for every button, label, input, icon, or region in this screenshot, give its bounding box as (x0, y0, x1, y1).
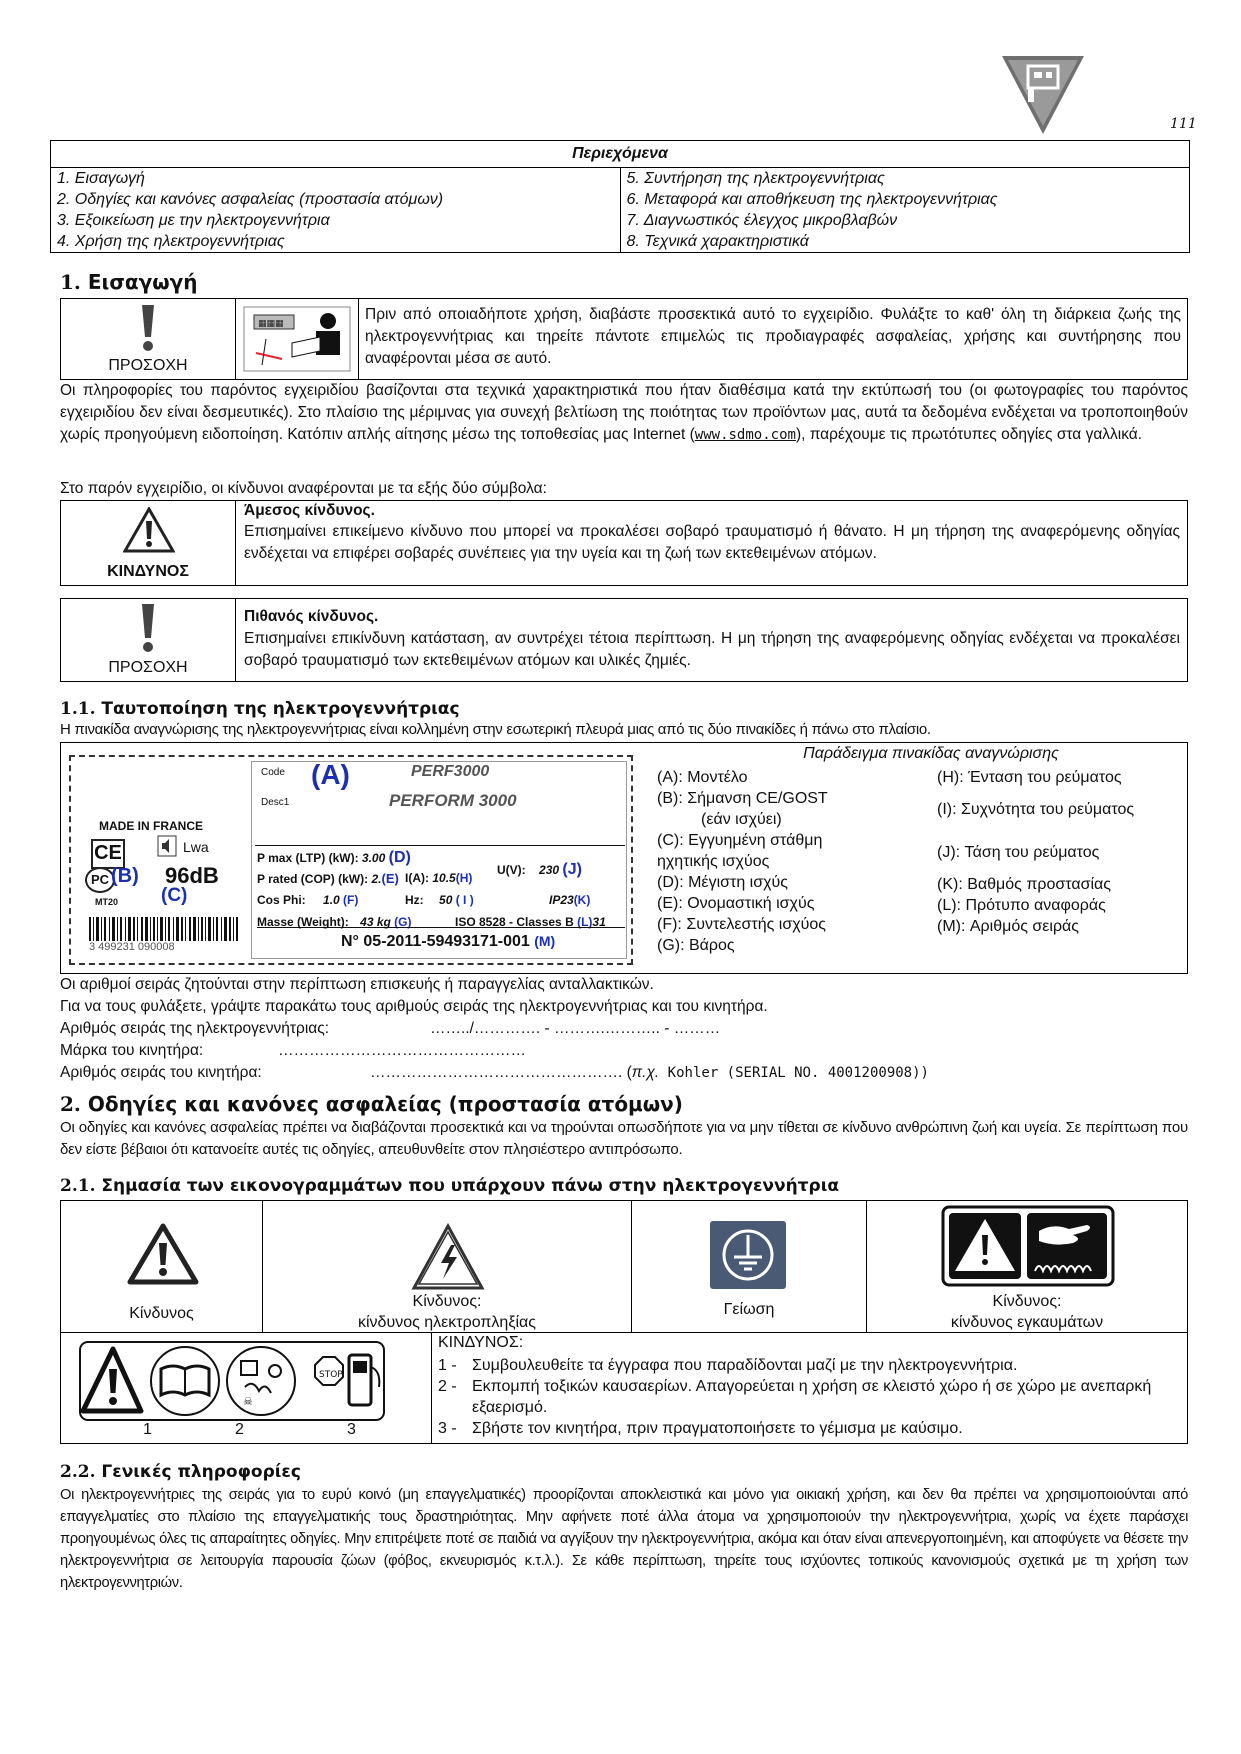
warning-text-cell (235, 598, 1188, 682)
legend-left (657, 767, 828, 956)
danger-item-text: Εκπομπή τοξικών καυσαερίων. Απαγορεύεται η χρήση σε κλειστό χώρο ή σε χώρο με ανεπαρκή εξαερισμό. (472, 1378, 1152, 1416)
plate-code-label: Code (261, 767, 285, 778)
pictogram-number: 2 (235, 1421, 244, 1438)
section-number: 2. (60, 1092, 81, 1116)
plate-divider (257, 927, 625, 928)
pictogram-label-line: Κίνδυνος: (412, 1293, 482, 1310)
pictogram-number: 3 (347, 1421, 356, 1438)
marker-a: (A) (311, 759, 350, 790)
toc-item[interactable]: 7. Διαγνωστικός έλεγχος μικροβλαβών (626, 212, 898, 229)
section-number: 1. (60, 270, 81, 294)
toc-right-col (620, 168, 1190, 253)
marker-i: ( I ) (455, 893, 474, 907)
legend-item: (E): Ονομαστική ισχύς (657, 895, 815, 912)
mass-label: Masse (Weight): (257, 915, 349, 929)
intro-text-end: ), παρέχουμε τις πρωτότυπες οδηγίες στα γαλλικά. (795, 426, 1143, 443)
combined-pictogram-cell (60, 1332, 432, 1444)
legend-item: (M): Αριθμός σειράς (937, 918, 1079, 935)
amp-value: 10.5 (432, 871, 456, 885)
marker-l: (L) (577, 915, 593, 929)
section-title: Γενικές πληροφορίες (101, 1462, 301, 1482)
danger-heading: ΚΙΝΔΥΝΟΣ: (438, 1334, 524, 1351)
section-title: Ταυτοποίηση της ηλεκτρογεννήτριας (101, 699, 460, 719)
pictogram-label: Κίνδυνος (129, 1305, 194, 1322)
section-2-2-heading (60, 1462, 301, 1482)
danger-label: ΚΙΝΔΥΝΟΣ (107, 563, 189, 580)
mt-label: MT20 (95, 897, 119, 907)
exclamation-icon (133, 303, 163, 353)
brand-logo (1002, 56, 1084, 136)
read-manual-cell (235, 298, 359, 380)
section-2-heading (60, 1092, 683, 1116)
danger-text: Επισημαίνει επικείμενο κίνδυνο που μπορεί να προκαλέσει σοβαρό τραυματισμό ή θάνατο. Η μη τήρηση της αναφερόμενης οδηγίας ενδέχεται να επιφέρει σοβαρές συνέπειες για την υγεία και τη ζωή των εκτεθειμένων ατόμων. (244, 523, 1180, 562)
svg-text:☠: ☠ (243, 1395, 253, 1408)
marker-k: (K) (573, 893, 591, 907)
serial-fields (60, 1018, 929, 1084)
pictogram-burn-cell (866, 1200, 1188, 1333)
prated-label: P rated (COP) (kW): (257, 872, 369, 886)
section-2-1-heading (60, 1176, 839, 1196)
pmax-value: 3.00 (361, 851, 386, 865)
combined-pictogram-text-cell (431, 1332, 1188, 1444)
amp-row (405, 871, 472, 885)
plate-desc-label: Desc1 (261, 797, 290, 808)
website-link[interactable]: www.sdmo.com (694, 427, 796, 443)
legend-item: (L): Πρότυπο αναφοράς (937, 897, 1106, 914)
intro-paragraph (60, 380, 1188, 446)
made-in-label: MADE IN FRANCE (99, 819, 203, 833)
section-title: Οδηγίες και κανόνες ασφαλείας (προστασία ατόμων) (87, 1092, 683, 1116)
pictogram-label (867, 1291, 1187, 1333)
toc-table (50, 140, 1190, 253)
plate-example-frame (60, 742, 1188, 974)
legend-item: (H): Ένταση του ρεύματος (937, 769, 1122, 786)
marker-f: (F) (343, 893, 359, 907)
notice-cell (358, 298, 1188, 380)
section-title: Σημασία των εικονογραμμάτων που υπάρχουν πάνω στην ηλεκτρογεννήτρια (101, 1176, 839, 1196)
serial-row (341, 933, 555, 951)
marker-j: (J) (562, 861, 582, 878)
ip-row (549, 893, 590, 907)
field-label: Αριθμός σειράς της ηλεκτρογεννήτριας: (60, 1020, 330, 1037)
pmax-label: P max (LTP) (kW): (257, 851, 359, 865)
iso-label: ISO 8528 - Classes B (455, 915, 574, 929)
toc-left-col (51, 168, 621, 253)
hz-value: 50 (439, 893, 453, 907)
page-number: 111 (1170, 116, 1197, 132)
danger-list (438, 1355, 1178, 1439)
amp-label: I(A): (405, 871, 429, 885)
engine-serial-field[interactable] (60, 1062, 929, 1084)
speaker-icon (157, 835, 177, 857)
gost-mark-icon: PC (85, 867, 115, 893)
hot-surface-icon (941, 1205, 1115, 1287)
marker-e: (E) (381, 871, 399, 886)
warning-icon-cell (60, 598, 236, 682)
mass-value: 43 kg (360, 915, 391, 929)
db-value: 96dB (165, 863, 219, 888)
field-label: Αριθμός σειράς του κινητήρα: (60, 1064, 262, 1081)
legend-item: ηχητικής ισχύος (657, 853, 770, 870)
cos-row (257, 893, 358, 907)
pictogram-electric-cell (262, 1200, 632, 1333)
pictogram-danger-cell (60, 1200, 263, 1333)
danger-icon-cell (60, 500, 236, 586)
pmax-row (257, 849, 411, 867)
electric-shock-icon (411, 1223, 485, 1291)
field-example: Kohler (SERIAL NO. 4001200908)) (659, 1065, 929, 1081)
combined-warning-icon (79, 1341, 385, 1421)
section-number: 2.1. (60, 1176, 96, 1196)
toc-item[interactable]: 1. Εισαγωγή (57, 170, 145, 187)
warning-label: ΠΡΟΣΟΧΗ (108, 659, 188, 676)
section-2-text: Οι οδηγίες και κανόνες ασφαλείας πρέπει να διαβάζονται προσεκτικά και να τηρούνται οπωσδήποτε για να μην τίθεται σε κίνδυνο ανθρώπινη ζωή και υγεία. Σε περίπτωση που δεν είστε βέβαιοι ότι κατανοείτε αυτές τις οδηγίες, απευθυνθείτε στον πλησιέστερο αντιπρόσωπο. (60, 1119, 1188, 1158)
danger-item (438, 1418, 1178, 1439)
section-1-heading (60, 270, 198, 294)
toc-title: Περιεχόμενα (51, 141, 1190, 168)
danger-item (438, 1376, 1178, 1418)
section-number: 2.2. (60, 1462, 96, 1482)
hz-label: Hz: (405, 893, 424, 907)
read-manual-icon (242, 303, 352, 375)
hz-row (405, 893, 474, 907)
barcode-number: 3 499231 090008 (89, 941, 175, 953)
field-label: Μάρκα του κινητήρα: (60, 1042, 204, 1059)
danger-triangle-icon (127, 1223, 199, 1285)
marker-d: (D) (388, 849, 411, 866)
field-dots: …………………………………………. ( (370, 1064, 632, 1081)
danger-item-number: 3 - (438, 1420, 457, 1437)
plate-image (69, 755, 633, 965)
notice-text: Πριν από οποιαδήποτε χρήση, διαβάστε προσεκτικά αυτό το εγχειρίδιο. Φυλάξτε το καθ' όλη τη διάρκεια ζωής της ηλεκτρογεννήτριας και τηρείτε πάντοτε επιμελώς τις προδιαγραφές ασφαλείας, χρήσης και συντήρησης που αναφέρονται μέσα σε αυτό. (365, 306, 1181, 367)
danger-item-number: 1 - (438, 1357, 457, 1374)
legend-right (937, 767, 1134, 937)
pictogram-label-line: Κίνδυνος: (992, 1293, 1062, 1310)
serial-value: N° 05-2011-59493171-001 (341, 933, 530, 950)
marker-g: (G) (394, 915, 412, 929)
legend-item: (D): Μέγιστη ισχύς (657, 874, 788, 891)
ground-icon (710, 1221, 786, 1289)
pictogram-label-line: κίνδυνος ηλεκτροπληξίας (357, 1314, 536, 1331)
marker-m: (M) (534, 933, 556, 949)
danger-text-cell (235, 500, 1188, 586)
ip-value: IP23 (549, 893, 574, 907)
genset-serial-field[interactable] (60, 1018, 929, 1040)
serial-note-line: Για να τους φυλάξετε, γράψτε παρακάτω τους αριθμούς σειράς της ηλεκτρογεννήτριας και του κινητήρα. (60, 998, 768, 1015)
toc-item[interactable]: 5. Συντήρηση της ηλεκτρογεννήτριας (626, 170, 885, 187)
toc-item[interactable]: 4. Χρήση της ηλεκτρογεννήτριας (57, 233, 285, 250)
danger-item-text: Σβήστε τον κινητήρα, πριν πραγματοποιήσετε το γέμισμα με καύσιμο. (472, 1420, 963, 1437)
prated-row (257, 871, 399, 886)
legend-item: (K): Βαθμός προστασίας (937, 876, 1111, 893)
prated-value: 2. (371, 872, 382, 886)
lwa-label: Lwa (183, 839, 209, 855)
marker-b: (B) (111, 865, 139, 887)
danger-item (438, 1355, 1178, 1376)
section-1-1-heading (60, 699, 460, 719)
toc-item[interactable]: 2. Οδηγίες και κανόνες ασφαλείας (προστασία ατόμων) (57, 191, 444, 208)
caution-label: ΠΡΟΣΟΧΗ (108, 357, 188, 374)
pictogram-number: 1 (143, 1421, 152, 1438)
plate-intro: Η πινακίδα αναγνώρισης της ηλεκτρογεννήτριας είναι κολλημένη στην εσωτερική πλευρά μιας από τις δύο πινακίδες ή πάνω στο πλαίσιο. (60, 721, 931, 738)
cos-label: Cos Phi: (257, 893, 306, 907)
ce-mark-icon: CE (91, 839, 125, 869)
section-2-2-text: Οι ηλεκτρογεννήτριες της σειράς για το ευρύ κοινό (μη επαγγελματικές) προορίζονται αποκλειστικά και μόνο για οικιακή χρήση, και δεν θα πρέπει να χρησιμοποιούνται από επαγγελματίες στο πλαίσιο της επαγγελματικής τους δραστηριότητας. Μην αφήνετε ποτέ άλλα άτομα να χρησιμοποιούν την ηλεκτρογεννήτρια, χωρίς να έχετε παράσχει προηγουμένως όλες τις απαραίτητες οδηγίες. Μην επιτρέψετε ποτέ σε παιδιά να αγγίξουν την ηλεκτρογεννήτρια, ακόμα και όταν είναι απενεργοποιημένη, και αποφύγετε να θέσετε την ηλεκτρογεννήτρια σε λειτουργία παρουσία ζώων (φόβος, εκνευρισμός κ.τ.λ.). Σε κάθε περίπτωση, τηρείτε τους ισχύοντες τοπικούς κανονισμούς σχετικά με τη χρήση των ηλεκτρογεννητριών. (60, 1487, 1188, 1591)
intro-text: Οι πληροφορίες του παρόντος εγχειριδίου βασίζονται στα τεχνικά χαρακτηριστικά που ήταν διαθέσιμα κατά την εκτύπωσή του (οι φωτογραφίες του παρόντος εγχειριδίου δεν είναι δεσμευτικές). Στο πλαίσιο της μέριμνας για συνεχή βελτίωση της ποιότητας των προϊόντων μας, αυτά τα δεδομένα ενδέχεται να τροποποιηθούν χωρίς προηγούμενη ειδοποίηση. Κατόπιν απλής αίτησης μέσω της τοποθεσίας μας Internet ( (60, 382, 1188, 443)
pictogram-ground-cell (631, 1200, 867, 1333)
warning-triangle-icon (123, 507, 175, 553)
legend-item: (B): Σήμανση CE/GOST (657, 790, 828, 807)
warning-title: Πιθανός κίνδυνος. (244, 608, 379, 625)
plate-desc: PERFORM 3000 (389, 791, 517, 810)
toc-item[interactable]: 6. Μεταφορά και αποθήκευση της ηλεκτρογεννήτριας (626, 191, 998, 208)
iso-value: 31 (592, 915, 606, 929)
volt-label: U(V): (497, 863, 526, 877)
exclamation-icon (133, 602, 163, 654)
pictogram-label (263, 1291, 631, 1333)
symbols-intro: Στο παρόν εγχειρίδιο, οι κίνδυνοι αναφέρονται με τα εξής δύο σύμβολα: (60, 480, 547, 497)
marker-c: (C) (161, 885, 188, 906)
danger-item-number: 2 - (438, 1378, 457, 1395)
legend-item: (J): Τάση του ρεύματος (937, 844, 1100, 861)
legend-item: (C): Εγγυημένη στάθμη (657, 832, 823, 849)
toc-item[interactable]: 3. Εξοικείωση με την ηλεκτρογεννήτρια (57, 212, 330, 229)
serial-note (60, 974, 1188, 1018)
pictogram-label-line: κίνδυνος εγκαυμάτων (950, 1314, 1104, 1331)
field-dots: ………………………………………… (278, 1042, 526, 1059)
volt-value: 230 (539, 863, 560, 877)
pictogram-label: Γείωση (723, 1301, 775, 1318)
serial-note-line: Οι αριθμοί σειράς ζητούνται στην περίπτωση επισκευής ή παραγγελίας ανταλλακτικών. (60, 976, 654, 993)
marker-h: (H) (455, 871, 473, 885)
svg-text:▦▦▦: ▦▦▦ (258, 319, 284, 329)
legend-item: (F): Συντελεστής ισχύος (657, 916, 826, 933)
plate-code: PERF3000 (411, 763, 490, 780)
legend-item: (εάν ισχύει) (701, 811, 782, 828)
cos-value: 1.0 (323, 893, 340, 907)
danger-item-text: Συμβουλευθείτε τα έγγραφα που παραδίδονται μαζί με την ηλεκτρογεννήτρια. (472, 1357, 1018, 1374)
field-dots: ……../…………. - ……….……….. - ……… (430, 1020, 721, 1037)
field-eg: π.χ. (631, 1064, 660, 1081)
warning-text: Επισημαίνει επικίνδυνη κατάσταση, αν συντρέχει τέτοια περίπτωση. Η μη τήρηση της αναφερόμενης οδηγίας ενδέχεται να προκαλέσει σοβαρό τραυματισμό των εκτεθειμένων ατόμων και υλικές ζημιές. (244, 630, 1180, 669)
caution-icon-cell (60, 298, 236, 380)
section-title: Εισαγωγή (87, 270, 198, 294)
volt-row (497, 861, 582, 879)
section-number: 1.1. (60, 699, 96, 719)
engine-brand-field[interactable] (60, 1040, 929, 1062)
legend-item: (A): Μοντέλο (657, 769, 748, 786)
toc-item[interactable]: 8. Τεχνικά χαρακτηριστικά (626, 233, 809, 250)
plate-example-title: Παράδειγμα πινακίδας αναγνώρισης (803, 745, 1059, 762)
stop-sign-text: STOP (319, 1370, 343, 1380)
danger-title: Άμεσος κίνδυνος. (244, 502, 375, 519)
legend-item: (I): Συχνότητα του ρεύματος (937, 801, 1135, 818)
legend-item: (G): Βάρος (657, 937, 735, 954)
